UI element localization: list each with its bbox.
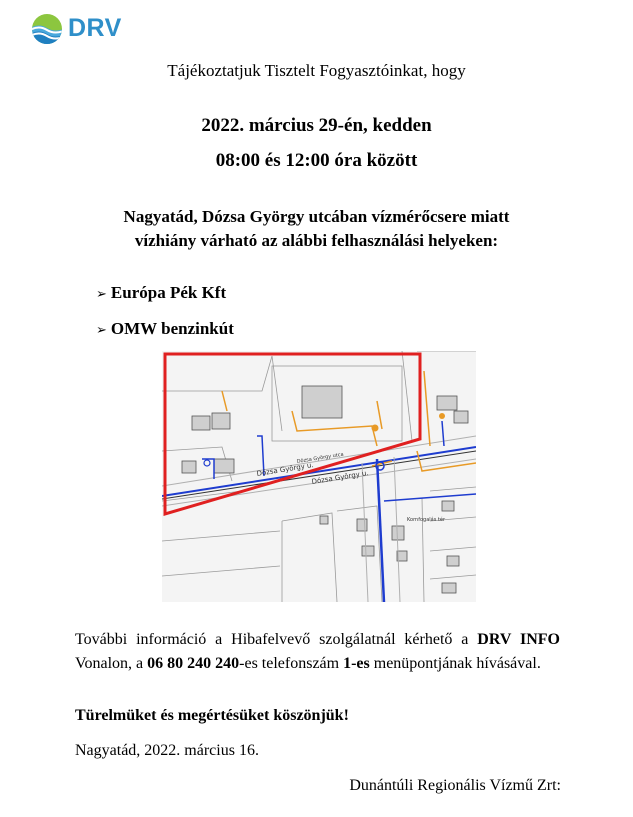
company-signature: Dunántúli Regionális Vízmű Zrt: — [349, 777, 561, 794]
map-street-label: Dózsa György u. — [311, 469, 370, 486]
info-text: menüpontjának hívásával. — [369, 655, 541, 672]
intro-text: Tájékoztatjuk Tisztelt Fogyasztóinkat, hogy — [167, 61, 466, 80]
logo-text: DRV — [68, 14, 122, 42]
notice-line-1: Nagyatád, Dózsa György utcában vízmérőcsere miatt — [123, 207, 510, 226]
drv-logo-icon — [30, 12, 66, 46]
place-date: Nagyatád, 2022. március 16. — [75, 742, 259, 759]
info-drv-info: DRV INFO — [477, 631, 560, 648]
info-text: További információ a Hibafelvevő szolgálatnál kérhető a — [75, 631, 478, 648]
arrow-bullet-icon: ➢ — [96, 323, 107, 338]
affected-location-label: OMW benzinkút — [110, 319, 234, 338]
info-phone-number: 06 80 240 240 — [147, 655, 240, 672]
notice-line-2: vízhiány várható az alábbi felhasználási helyeken: — [134, 231, 499, 250]
thanks-text: Türelmüket és megértésüket köszönjük! — [75, 707, 349, 724]
info-paragraph — [75, 628, 560, 676]
affected-location-label: Európa Pék Kft — [110, 283, 227, 302]
map-street-label: Kornfogalás tér — [407, 517, 446, 523]
info-menu-option: 1-es — [343, 655, 370, 672]
info-text: Vonalon, a — [75, 655, 148, 672]
map-street-label: Dózsa György u. — [256, 461, 315, 478]
outage-date: 2022. március 29-én, kedden — [201, 115, 432, 136]
area-map — [162, 351, 476, 602]
map-street-label: Dózsa György utca — [296, 451, 345, 465]
arrow-bullet-icon: ➢ — [96, 287, 107, 302]
affected-location-2 — [96, 319, 234, 339]
drv-logo — [30, 12, 140, 46]
info-text: -es telefonszám — [239, 655, 344, 672]
outage-notice — [0, 205, 633, 253]
affected-location-1 — [96, 283, 226, 303]
area-map-image — [162, 351, 476, 602]
outage-time: 08:00 és 12:00 óra között — [215, 150, 418, 171]
